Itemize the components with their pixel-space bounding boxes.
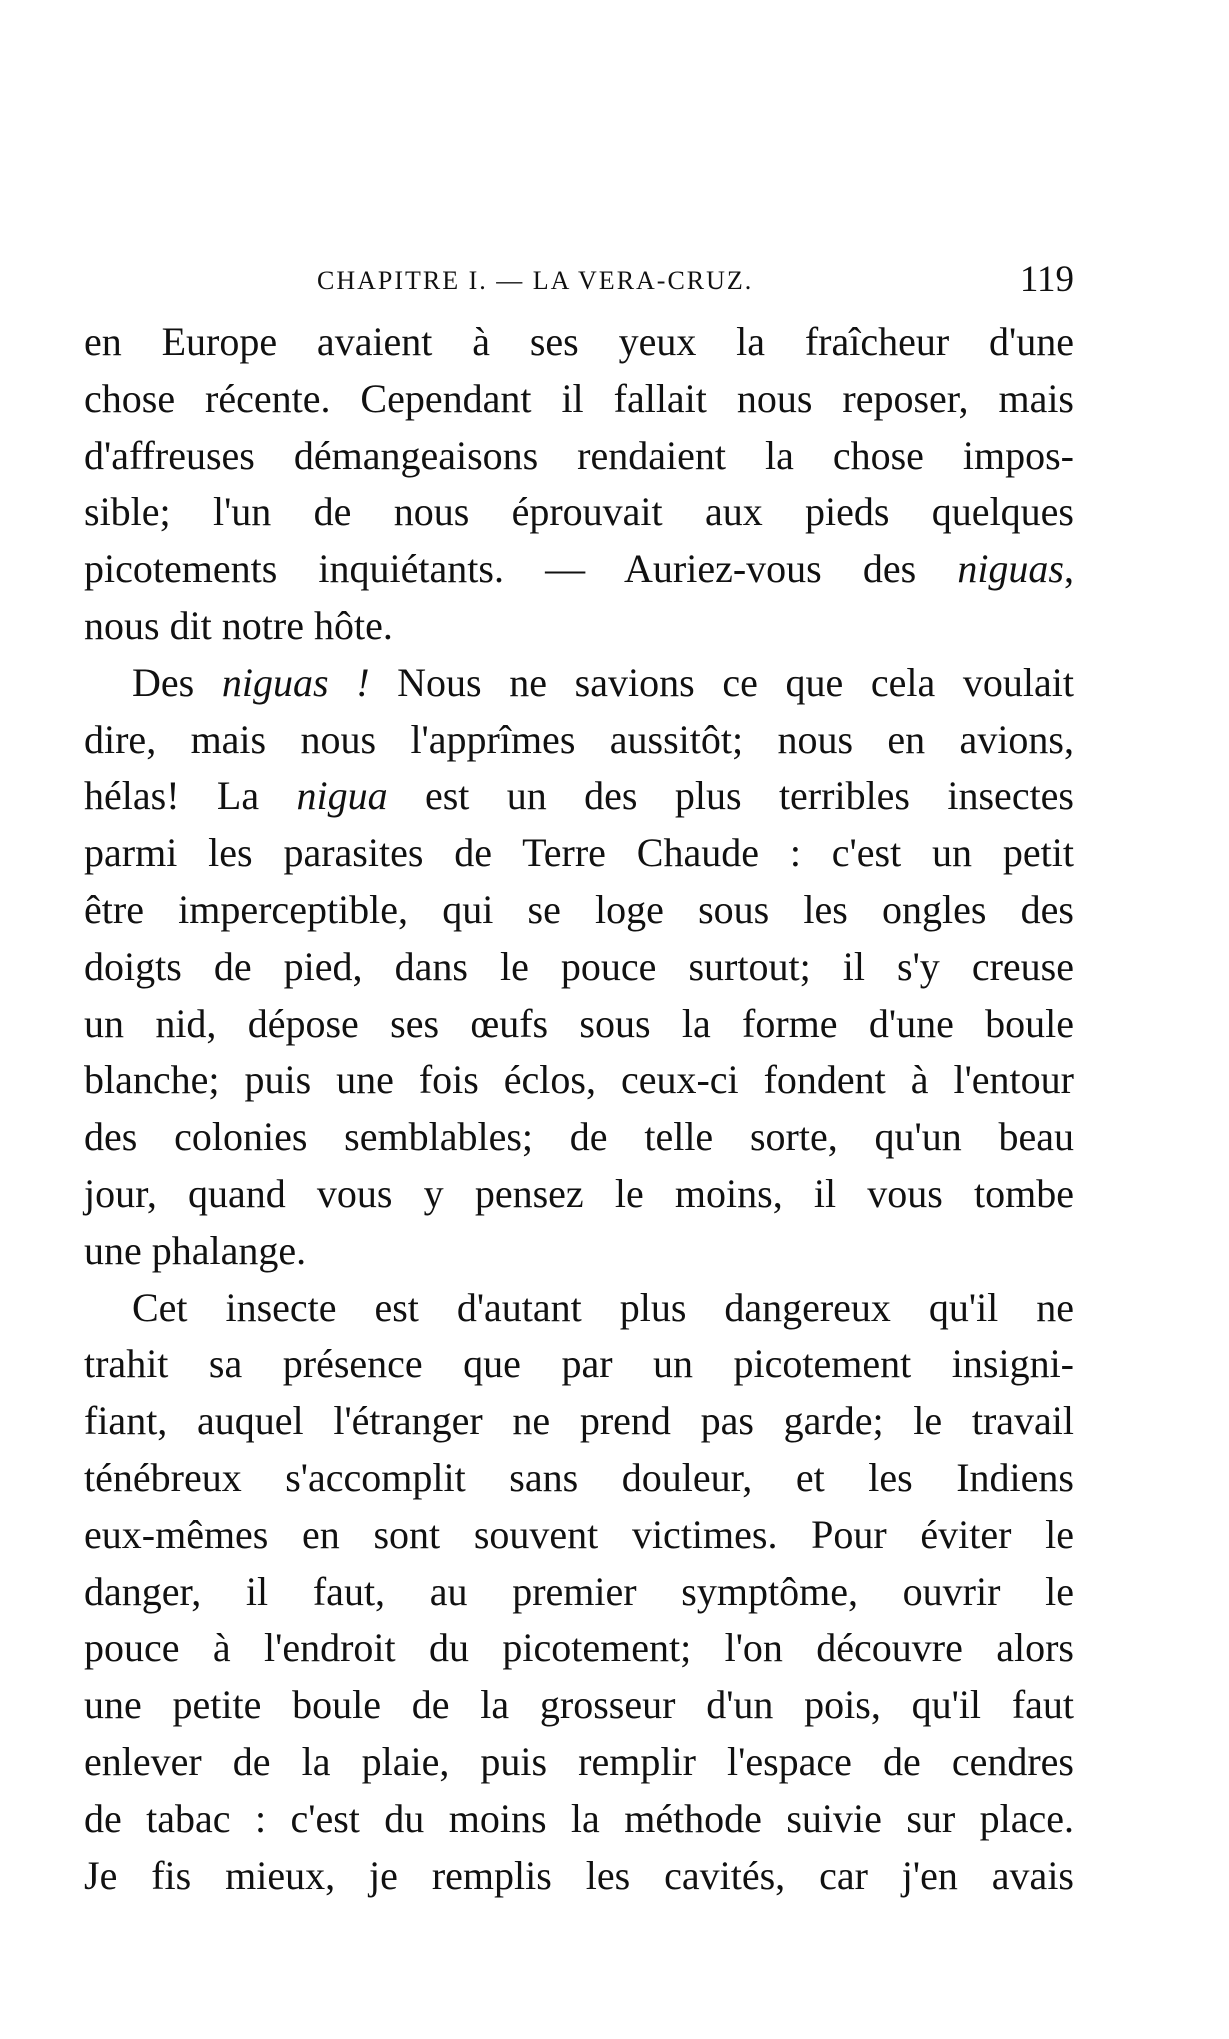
running-title: CHAPITRE I. — LA VERA-CRUZ.	[317, 266, 754, 295]
text-line: une petite boule de la grosseur d'un pois, qu'il faut	[84, 1682, 1074, 1728]
text-line: une phalange.	[84, 1227, 307, 1273]
text-line: chose récente. Cependant il fallait nous reposer, mais	[84, 375, 1074, 421]
text-line: hélas! La nigua est un des plus terribles insectes	[84, 773, 1074, 819]
text-line: nous dit notre hôte.	[84, 602, 393, 648]
paragraph-2	[84, 655, 1074, 1280]
text-line: pouce à l'endroit du picotement; l'on découvre alors	[84, 1625, 1074, 1671]
text-line: trahit sa présence que par un picotement insigni-	[84, 1341, 1074, 1387]
text-line: doigts de pied, dans le pouce surtout; il s'y creuse	[84, 943, 1074, 989]
text-line: des colonies semblables; de telle sorte, qu'un beau	[84, 1114, 1074, 1160]
text-line: être imperceptible, qui se loge sous les ongles des	[84, 886, 1074, 932]
text-line: dire, mais nous l'apprîmes aussitôt; nous en avions,	[84, 716, 1074, 762]
italic-term: niguas	[957, 546, 1064, 592]
text-line: eux-mêmes en sont souvent victimes. Pour éviter le	[84, 1511, 1074, 1557]
text-line: fiant, auquel l'étranger ne prend pas garde; le travail	[84, 1398, 1074, 1444]
text-line: de tabac : c'est du moins la méthode suivie sur place.	[84, 1795, 1074, 1841]
page-body	[84, 314, 1074, 1904]
text-line: jour, quand vous y pensez le moins, il vous tombe	[84, 1170, 1074, 1216]
paragraph-3	[84, 1280, 1074, 1905]
text-line: en Europe avaient à ses yeux la fraîcheur d'une	[84, 319, 1074, 364]
paragraph-1	[84, 314, 1074, 655]
text-line: enlever de la plaie, puis remplir l'espace de cendres	[84, 1738, 1074, 1784]
text-line: danger, il faut, au premier symptôme, ouvrir le	[84, 1568, 1074, 1614]
text-line: Je fis mieux, je remplis les cavités, car j'en avais	[84, 1852, 1074, 1898]
page-number: 119	[1019, 259, 1074, 300]
text-line: d'affreuses démangeaisons rendaient la chose impos-	[84, 432, 1074, 478]
text-line: blanche; puis une fois éclos, ceux-ci fondent à l'entour	[84, 1057, 1074, 1103]
text-line: Des niguas ! Nous ne savions ce que cela voulait	[132, 659, 1074, 705]
text-line: sible; l'un de nous éprouvait aux pieds quelques	[84, 489, 1074, 535]
text-line: Cet insecte est d'autant plus dangereux qu'il ne	[132, 1284, 1074, 1330]
text-line: parmi les parasites de Terre Chaude : c'est un petit	[84, 830, 1074, 876]
italic-term: niguas !	[221, 659, 370, 705]
text-line: picotements inquiétants. — Auriez-vous des niguas,	[84, 546, 1074, 592]
page-header	[84, 258, 1074, 308]
text-line: un nid, dépose ses œufs sous la forme d'une boule	[84, 1000, 1074, 1046]
text-line: ténébreux s'accomplit sans douleur, et les Indiens	[84, 1454, 1074, 1500]
italic-term: nigua	[296, 773, 388, 819]
